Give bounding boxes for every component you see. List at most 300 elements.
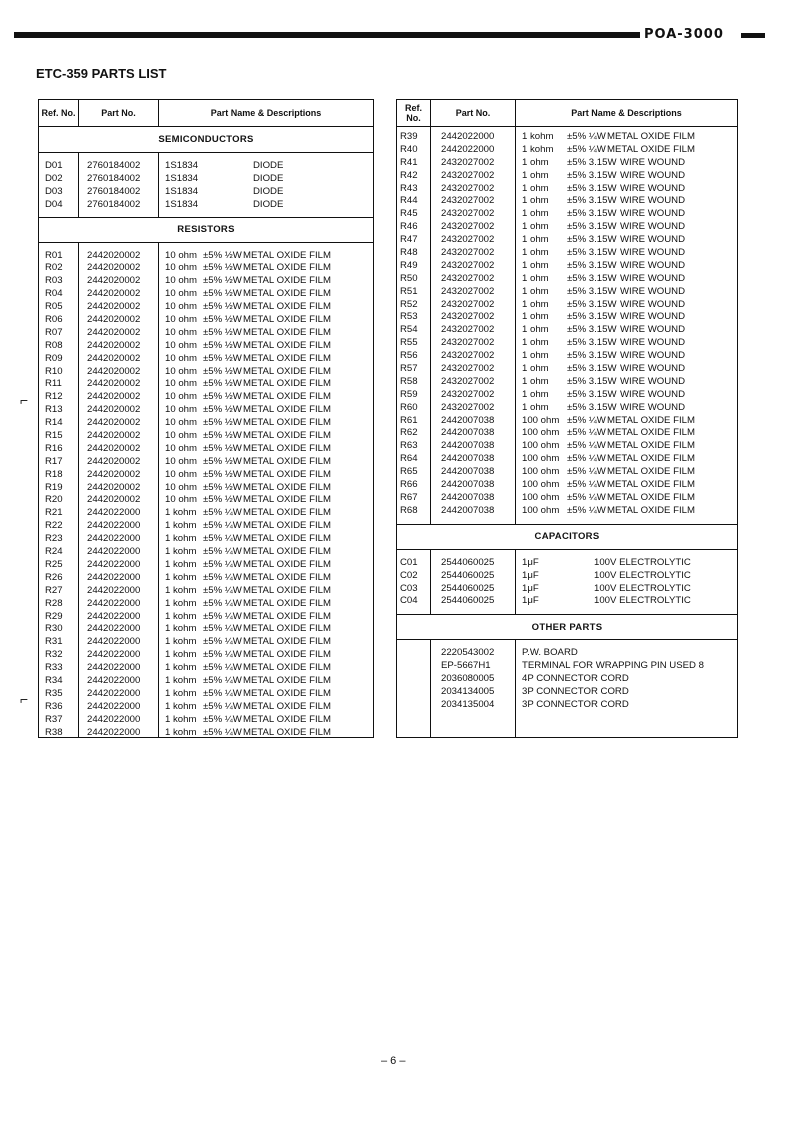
desc-text: METAL OXIDE FILM — [243, 623, 331, 635]
ref-cell: R12 — [45, 391, 63, 403]
tolerance-cell: ±5% 3.15W — [567, 401, 617, 413]
desc-cell — [159, 727, 373, 740]
part-no-cell: 2442022000 — [87, 533, 141, 545]
desc-cell — [159, 327, 373, 340]
ref-cell: R23 — [45, 533, 63, 545]
ref-cell: R19 — [45, 481, 63, 493]
tolerance-cell: ±5% ¼W — [567, 143, 606, 155]
ref-cell: R53 — [400, 311, 418, 323]
ref-cell: R04 — [45, 288, 63, 300]
desc-cell — [516, 660, 737, 673]
tolerance-cell: ±5% ¼W — [567, 453, 606, 465]
part-no-cell: 2442022000 — [87, 571, 141, 583]
value-cell: 1 kohm — [165, 597, 197, 609]
ref-cell: R17 — [45, 455, 63, 467]
desc-text: WIRE WOUND — [620, 234, 686, 246]
tolerance-cell: ±5% ¼W — [203, 623, 242, 635]
section-resistors: RESISTORS — [39, 217, 373, 243]
table-row — [397, 440, 737, 453]
desc-text: METAL OXIDE FILM — [243, 700, 331, 712]
desc-text: P.W. BOARD — [522, 647, 578, 659]
desc-cell — [159, 443, 373, 456]
value-cell: 10 ohm — [165, 288, 197, 300]
table-row — [397, 234, 737, 247]
table-row — [39, 366, 373, 379]
header-rule-tail — [741, 33, 765, 38]
value-cell: 10 ohm — [165, 417, 197, 429]
table-row — [39, 288, 373, 301]
desc-text: METAL OXIDE FILM — [243, 455, 331, 467]
desc-cell — [516, 570, 737, 583]
ref-cell: R07 — [45, 326, 63, 338]
ref-cell: R52 — [400, 298, 418, 310]
tolerance-cell: ±5% ½W — [203, 339, 242, 351]
table-row — [39, 327, 373, 340]
ref-cell: R20 — [45, 494, 63, 506]
ref-cell: D03 — [45, 185, 63, 197]
desc-cell — [516, 505, 737, 518]
desc-text: METAL OXIDE FILM — [243, 662, 331, 674]
ref-cell: R21 — [45, 507, 63, 519]
ref-cell: C02 — [400, 569, 418, 581]
part-no-cell: 2760184002 — [87, 185, 141, 197]
table-row — [397, 570, 737, 583]
value-cell: 1 kohm — [165, 713, 197, 725]
desc-text: WIRE WOUND — [620, 298, 686, 310]
part-no-cell: 2442022000 — [87, 649, 141, 661]
tolerance-cell: ±5% ¼W — [203, 687, 242, 699]
semiconductor-rows — [39, 160, 373, 212]
table-row — [397, 505, 737, 518]
desc-text: 100V ELECTROLYTIC — [594, 569, 691, 581]
part-no-cell: 2442007038 — [441, 466, 495, 478]
ref-cell — [397, 699, 431, 712]
value-cell: 1 kohm — [165, 623, 197, 635]
value-cell: 100 ohm — [522, 479, 560, 491]
table-row — [39, 173, 373, 186]
ref-cell: R45 — [400, 208, 418, 220]
desc-cell — [159, 469, 373, 482]
ref-cell: R41 — [400, 156, 418, 168]
value-cell: 1μF — [522, 595, 539, 607]
table-row — [39, 186, 373, 199]
part-no-cell: 2442020002 — [87, 275, 141, 287]
part-no-cell: 2442020002 — [87, 249, 141, 261]
part-no-cell: 2432027002 — [441, 337, 495, 349]
col-desc: Part Name & Descriptions — [210, 108, 322, 118]
desc-cell — [516, 311, 737, 324]
tolerance-cell: ±5% 3.15W — [567, 169, 617, 181]
desc-text: METAL OXIDE FILM — [243, 726, 331, 738]
ref-cell: R62 — [400, 427, 418, 439]
tolerance-cell: ±5% 3.15W — [567, 156, 617, 168]
ref-cell: R02 — [45, 262, 63, 274]
value-cell: 1S1834 — [165, 198, 199, 210]
desc-cell — [516, 183, 737, 196]
table-row — [397, 350, 737, 363]
desc-text: WIRE WOUND — [620, 401, 686, 413]
desc-cell — [159, 507, 373, 520]
ref-cell: R51 — [400, 285, 418, 297]
tolerance-cell: ±5% 3.15W — [567, 375, 617, 387]
desc-cell — [516, 673, 737, 686]
tolerance-cell: ±5% 3.15W — [567, 311, 617, 323]
desc-cell — [516, 686, 737, 699]
tolerance-cell: ±5% ½W — [203, 494, 242, 506]
desc-text: DIODE — [253, 185, 284, 197]
value-cell: 1 ohm — [522, 195, 549, 207]
desc-text: METAL OXIDE FILM — [243, 584, 331, 596]
table-row — [39, 507, 373, 520]
part-no-cell: 2442022000 — [87, 713, 141, 725]
table-row — [39, 520, 373, 533]
table-row — [397, 337, 737, 350]
ref-cell: R47 — [400, 234, 418, 246]
ref-cell: R43 — [400, 182, 418, 194]
table-row — [39, 585, 373, 598]
value-cell: 1 ohm — [522, 350, 549, 362]
part-no-cell: 2442020002 — [87, 378, 141, 390]
value-cell: 1 ohm — [522, 324, 549, 336]
desc-cell — [159, 301, 373, 314]
tolerance-cell: ±5% ¼W — [203, 507, 242, 519]
table-row — [39, 611, 373, 624]
part-no-cell: 2442022000 — [87, 546, 141, 558]
parts-table-left — [38, 99, 374, 738]
desc-text: METAL OXIDE FILM — [607, 427, 695, 439]
desc-cell — [516, 427, 737, 440]
part-no-cell: 2432027002 — [441, 388, 495, 400]
desc-text: METAL OXIDE FILM — [243, 674, 331, 686]
ref-cell: R40 — [400, 143, 418, 155]
tolerance-cell: ±5% ½W — [203, 326, 242, 338]
ref-cell: R56 — [400, 350, 418, 362]
table-row — [397, 157, 737, 170]
desc-text: DIODE — [253, 172, 284, 184]
desc-cell — [159, 533, 373, 546]
desc-text: METAL OXIDE FILM — [243, 649, 331, 661]
desc-text: METAL OXIDE FILM — [243, 520, 331, 532]
part-no-cell: 2442022000 — [87, 597, 141, 609]
value-cell: 10 ohm — [165, 442, 197, 454]
value-cell: 1 ohm — [522, 221, 549, 233]
table-row — [397, 363, 737, 376]
ref-cell: R35 — [45, 687, 63, 699]
desc-cell — [516, 260, 737, 273]
part-no-cell: 2442022000 — [87, 662, 141, 674]
desc-cell — [159, 675, 373, 688]
table-row — [397, 583, 737, 596]
tolerance-cell: ±5% ¼W — [567, 491, 606, 503]
table-row — [39, 378, 373, 391]
desc-cell — [159, 456, 373, 469]
tolerance-cell: ±5% ¼W — [203, 520, 242, 532]
tolerance-cell: ±5% ¼W — [567, 440, 606, 452]
part-no-cell: 2442007038 — [441, 414, 495, 426]
tolerance-cell: ±5% ½W — [203, 391, 242, 403]
desc-text: 100V ELECTROLYTIC — [594, 556, 691, 568]
table-row — [397, 647, 737, 660]
table-header — [397, 100, 737, 127]
part-no-cell: 2442022000 — [87, 674, 141, 686]
desc-text: METAL OXIDE FILM — [243, 571, 331, 583]
desc-text: METAL OXIDE FILM — [243, 326, 331, 338]
desc-cell — [516, 466, 737, 479]
desc-text: WIRE WOUND — [620, 169, 686, 181]
table-row — [397, 183, 737, 196]
part-no-cell: 2442022000 — [87, 623, 141, 635]
ref-cell: R54 — [400, 324, 418, 336]
table-row — [39, 559, 373, 572]
value-cell: 100 ohm — [522, 440, 560, 452]
ref-cell: R30 — [45, 623, 63, 635]
table-row — [397, 402, 737, 415]
ref-cell — [397, 686, 431, 699]
tolerance-cell: ±5% 3.15W — [567, 298, 617, 310]
table-row — [397, 389, 737, 402]
ref-cell: R39 — [400, 131, 418, 142]
tolerance-cell: ±5% ¼W — [203, 558, 242, 570]
value-cell: 10 ohm — [165, 494, 197, 506]
desc-cell — [516, 440, 737, 453]
desc-cell — [516, 131, 737, 144]
ref-cell: R22 — [45, 520, 63, 532]
value-cell: 1 kohm — [165, 520, 197, 532]
table-row — [397, 260, 737, 273]
value-cell: 1 kohm — [165, 700, 197, 712]
desc-text: METAL OXIDE FILM — [607, 466, 695, 478]
part-no-cell: 2442022000 — [87, 558, 141, 570]
part-no-cell: 2442007038 — [441, 440, 495, 452]
table-row — [39, 546, 373, 559]
ref-cell: R03 — [45, 275, 63, 287]
value-cell: 1 ohm — [522, 182, 549, 194]
ref-cell: R08 — [45, 339, 63, 351]
desc-text: TERMINAL FOR WRAPPING PIN USED 8 — [522, 660, 704, 672]
desc-text: 4P CONNECTOR CORD — [522, 673, 629, 685]
desc-cell — [159, 611, 373, 624]
ref-cell: C03 — [400, 582, 418, 594]
part-no-cell: 2432027002 — [441, 375, 495, 387]
value-cell: 10 ohm — [165, 339, 197, 351]
desc-cell — [159, 391, 373, 404]
tolerance-cell: ±5% ½W — [203, 314, 242, 326]
part-no-cell: 2432027002 — [441, 169, 495, 181]
desc-cell — [516, 376, 737, 389]
part-no-cell: 2442007038 — [441, 427, 495, 439]
desc-text: METAL OXIDE FILM — [243, 468, 331, 480]
table-row — [397, 492, 737, 505]
desc-cell — [159, 262, 373, 275]
desc-text: METAL OXIDE FILM — [243, 262, 331, 274]
desc-text: METAL OXIDE FILM — [607, 453, 695, 465]
desc-cell — [159, 636, 373, 649]
part-no-cell: 2442020002 — [87, 404, 141, 416]
desc-cell — [516, 299, 737, 312]
desc-text: WIRE WOUND — [620, 259, 686, 271]
tolerance-cell: ±5% ½W — [203, 417, 242, 429]
part-no-cell: 2442022000 — [441, 143, 495, 155]
value-cell: 1 kohm — [165, 571, 197, 583]
desc-text: METAL OXIDE FILM — [243, 430, 331, 442]
tolerance-cell: ±5% 3.15W — [567, 337, 617, 349]
desc-cell — [516, 273, 737, 286]
desc-text: METAL OXIDE FILM — [243, 275, 331, 287]
part-no-cell: 2034135004 — [441, 698, 495, 710]
ref-cell: R57 — [400, 363, 418, 375]
ref-cell: R58 — [400, 375, 418, 387]
tolerance-cell: ±5% ¼W — [203, 597, 242, 609]
desc-cell — [516, 157, 737, 170]
desc-cell — [516, 286, 737, 299]
desc-text: WIRE WOUND — [620, 208, 686, 220]
value-cell: 1 ohm — [522, 363, 549, 375]
desc-text: METAL OXIDE FILM — [607, 479, 695, 491]
tolerance-cell: ±5% ¼W — [203, 584, 242, 596]
part-no-cell: 2442007038 — [441, 504, 495, 516]
ref-cell: R27 — [45, 584, 63, 596]
desc-cell — [159, 572, 373, 585]
table-row — [39, 430, 373, 443]
part-no-cell: 2442020002 — [87, 494, 141, 506]
desc-cell — [516, 453, 737, 466]
value-cell: 10 ohm — [165, 404, 197, 416]
value-cell: 10 ohm — [165, 249, 197, 261]
tolerance-cell: ±5% ¼W — [203, 649, 242, 661]
value-cell: 10 ohm — [165, 378, 197, 390]
ref-cell: D02 — [45, 172, 63, 184]
value-cell: 10 ohm — [165, 430, 197, 442]
desc-text: WIRE WOUND — [620, 156, 686, 168]
desc-text: METAL OXIDE FILM — [607, 491, 695, 503]
part-no-cell: 2442022000 — [87, 700, 141, 712]
table-row — [39, 572, 373, 585]
desc-cell — [516, 402, 737, 415]
desc-text: METAL OXIDE FILM — [243, 610, 331, 622]
desc-text: WIRE WOUND — [620, 285, 686, 297]
desc-text: WIRE WOUND — [620, 221, 686, 233]
tolerance-cell: ±5% 3.15W — [567, 350, 617, 362]
table-row — [39, 701, 373, 714]
ref-cell: R28 — [45, 597, 63, 609]
value-cell: 1S1834 — [165, 160, 199, 171]
margin-mark-r35: ⌐ — [20, 691, 29, 707]
desc-cell — [159, 662, 373, 675]
col-part-no: Part No. — [431, 100, 516, 126]
desc-text: 3P CONNECTOR CORD — [522, 698, 629, 710]
tolerance-cell: ±5% ¼W — [203, 662, 242, 674]
desc-text: METAL OXIDE FILM — [243, 352, 331, 364]
table-row — [397, 415, 737, 428]
table-row — [39, 727, 373, 740]
value-cell: 1 kohm — [165, 726, 197, 738]
ref-cell: R31 — [45, 636, 63, 648]
desc-cell — [516, 389, 737, 402]
desc-text: METAL OXIDE FILM — [607, 440, 695, 452]
tolerance-cell: ±5% ¼W — [203, 674, 242, 686]
ref-cell: R06 — [45, 314, 63, 326]
table-row — [39, 688, 373, 701]
part-no-cell: 2432027002 — [441, 324, 495, 336]
part-no-cell: 2220543002 — [441, 647, 495, 659]
value-cell: 10 ohm — [165, 262, 197, 274]
desc-text: METAL OXIDE FILM — [243, 442, 331, 454]
value-cell: 1 kohm — [165, 674, 197, 686]
desc-cell — [159, 585, 373, 598]
value-cell: 1 kohm — [165, 610, 197, 622]
tolerance-cell: ±5% 3.15W — [567, 388, 617, 400]
ref-cell: R68 — [400, 504, 418, 516]
part-no-cell: 2442020002 — [87, 365, 141, 377]
value-cell: 1 kohm — [165, 636, 197, 648]
part-no-cell: 2442020002 — [87, 288, 141, 300]
ref-cell: R33 — [45, 662, 63, 674]
part-no-cell: 2442020002 — [87, 391, 141, 403]
ref-cell: R66 — [400, 479, 418, 491]
desc-text: METAL OXIDE FILM — [243, 558, 331, 570]
desc-text: WIRE WOUND — [620, 324, 686, 336]
table-row — [39, 250, 373, 263]
table-row — [39, 262, 373, 275]
table-row — [39, 404, 373, 417]
value-cell: 1 ohm — [522, 298, 549, 310]
tolerance-cell: ±5% ½W — [203, 301, 242, 313]
ref-cell: R61 — [400, 414, 418, 426]
table-row — [39, 714, 373, 727]
desc-cell — [159, 623, 373, 636]
desc-cell — [159, 701, 373, 714]
desc-text: WIRE WOUND — [620, 388, 686, 400]
part-no-cell: 2442022000 — [87, 584, 141, 596]
tolerance-cell: ±5% ½W — [203, 365, 242, 377]
tolerance-cell: ±5% ¼W — [203, 713, 242, 725]
desc-text: METAL OXIDE FILM — [243, 391, 331, 403]
tolerance-cell: ±5% ¼W — [567, 427, 606, 439]
part-no-cell: 2442020002 — [87, 417, 141, 429]
ref-cell: R26 — [45, 571, 63, 583]
desc-text: WIRE WOUND — [620, 182, 686, 194]
desc-text: DIODE — [253, 198, 284, 210]
part-no-cell: 2432027002 — [441, 350, 495, 362]
part-no-cell: 2442020002 — [87, 481, 141, 493]
desc-text: METAL OXIDE FILM — [243, 507, 331, 519]
desc-cell — [159, 378, 373, 391]
desc-cell — [516, 350, 737, 363]
ref-cell: R37 — [45, 713, 63, 725]
part-no-cell: 2432027002 — [441, 208, 495, 220]
ref-cell: R63 — [400, 440, 418, 452]
desc-text: METAL OXIDE FILM — [243, 404, 331, 416]
ref-cell — [397, 660, 431, 673]
part-no-cell: 2034134005 — [441, 685, 495, 697]
ref-cell: D04 — [45, 198, 63, 210]
part-no-cell: 2544060025 — [441, 556, 495, 568]
table-row — [39, 598, 373, 611]
value-cell: 1 ohm — [522, 259, 549, 271]
desc-text: WIRE WOUND — [620, 247, 686, 259]
desc-cell — [159, 366, 373, 379]
value-cell: 100 ohm — [522, 491, 560, 503]
value-cell: 1 kohm — [522, 131, 554, 142]
desc-text: METAL OXIDE FILM — [607, 414, 695, 426]
col-ref: Ref. No. — [39, 100, 79, 126]
part-no-cell: 2442020002 — [87, 430, 141, 442]
part-no-cell: 2760184002 — [87, 172, 141, 184]
desc-cell — [516, 595, 737, 608]
desc-cell — [159, 404, 373, 417]
value-cell: 10 ohm — [165, 326, 197, 338]
value-cell: 10 ohm — [165, 391, 197, 403]
